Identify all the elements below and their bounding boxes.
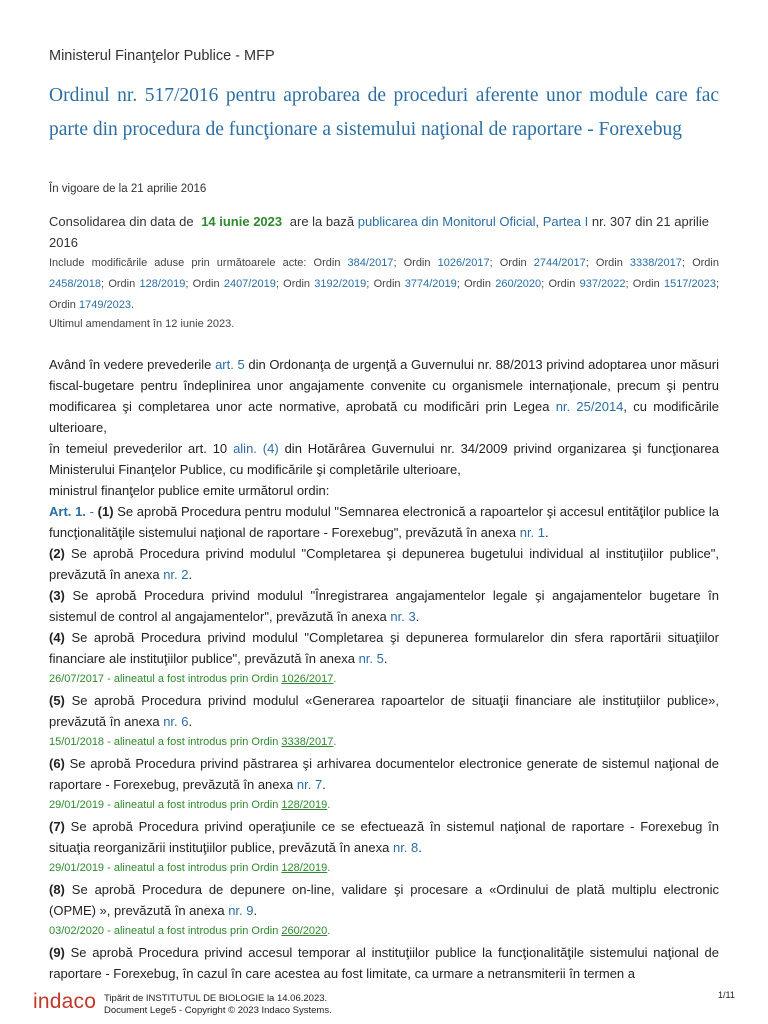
amending-act: Ordin 128/2019; xyxy=(104,278,189,290)
paragraph-number: (1) xyxy=(97,504,114,519)
paragraph-number: (9) xyxy=(49,945,65,960)
paragraph-number: (5) xyxy=(49,693,65,708)
article-1 xyxy=(49,501,719,984)
article-paragraph: (5) Se aprobă Procedura privind modulul «Generarea rapoartelor de situaţii financiare ale instituţiilor publice», prevăzută în anexa nr. 6. xyxy=(49,693,719,729)
amending-act-link[interactable]: 128/2019 xyxy=(139,278,186,290)
paragraph-number: (6) xyxy=(49,756,65,771)
article-label[interactable]: Art. 1. xyxy=(49,504,86,519)
paragraph-number: (7) xyxy=(49,819,65,834)
annex-link[interactable]: nr. 8 xyxy=(392,840,419,855)
amending-act-link[interactable]: 2744/2017 xyxy=(533,257,586,269)
amending-act: Ordin 937/2022; xyxy=(544,278,629,290)
amending-act: Ordin 2744/2017; xyxy=(492,257,589,269)
amending-act: Ordin 384/2017; xyxy=(313,257,397,269)
amending-act: Ordin 2458/2018; xyxy=(49,257,719,290)
article-paragraph: (7) Se aprobă Procedura privind operaţiunile ce se efectuează în sistemul naţional de raportare - Forexebug în situaţia reorganizării instituţiilor publice, prevăzută în anexa nr. 8. xyxy=(49,819,719,855)
annex-link[interactable]: nr. 5 xyxy=(358,651,384,666)
amending-act-link[interactable]: 260/2020 xyxy=(495,278,542,290)
document-body xyxy=(49,354,719,984)
paragraph-number: (3) xyxy=(49,588,65,603)
annex-link[interactable]: nr. 1 xyxy=(519,525,546,540)
article-paragraph: (6) Se aprobă Procedura privind păstrarea şi arhivarea documentelor electronice generate de sistemul naţional de raportare - Forexebug, prevăzută în anexa nr. 7. xyxy=(49,756,719,792)
legal-basis-paragraph: în temeiul prevederilor art. 10 alin. (4) din Hotărârea Guvernului nr. 34/2009 privind organizarea şi funcţionarea Ministerului Finanţelor Publice, cu modificările şi completările ulterioare, xyxy=(49,441,719,477)
paragraph-number: (8) xyxy=(49,882,65,897)
amending-act-link[interactable]: 2407/2019 xyxy=(223,278,276,290)
amending-act-link[interactable]: 3338/2017 xyxy=(629,257,682,269)
amendment-note: 29/01/2019 - alineatul a fost introdus prin Ordin 128/2019. xyxy=(49,862,331,874)
annex-link[interactable]: nr. 7 xyxy=(296,777,323,792)
law-25-2014-link[interactable]: nr. 25/2014 xyxy=(555,399,624,414)
article-paragraph: (9) Se aprobă Procedura privind accesul temporar al instituţiilor publice la funcţionalităţile sistemului naţional de raportare - Forexebug, în cazul în care acestea au fost limitate, ca urmare a netransmiterii în termen a xyxy=(49,945,719,981)
consolidation-info: Consolidarea din data de 14 iunie 2023 are la bază publicarea din Monitorul Oficial, Partea I nr. 307 din 21 aprilie 2016 xyxy=(49,214,709,250)
amendment-note: 03/02/2020 - alineatul a fost introdus prin Ordin 260/2020. xyxy=(49,925,331,937)
amending-act: Ordin 3192/2019; xyxy=(278,278,370,290)
annex-link[interactable]: nr. 9 xyxy=(228,903,254,918)
document-title: Ordinul nr. 517/2016 pentru aprobarea de proceduri aferente unor module care fac parte din procedura de funcţionare a sistemului naţional de raportare - Forexebug xyxy=(49,85,719,140)
amending-act: Ordin 3774/2019; xyxy=(369,278,460,290)
paragraph-number: (2) xyxy=(49,546,65,561)
paragraph-number: (4) xyxy=(49,630,65,645)
art-5-link[interactable]: art. 5 xyxy=(215,357,245,372)
amending-act: Ordin 1749/2023. xyxy=(49,299,135,311)
last-amendment: Ultimul amendament în 12 iunie 2023. xyxy=(49,318,235,330)
amending-act-link[interactable]: 3192/2019 xyxy=(314,278,367,290)
amendment-note: 29/01/2019 - alineatul a fost introdus prin Ordin 128/2019. xyxy=(49,799,331,811)
amendment-act-link[interactable]: 128/2019 xyxy=(281,799,328,811)
amending-act-link[interactable]: 1517/2023 xyxy=(663,278,716,290)
amending-act-link[interactable]: 384/2017 xyxy=(347,257,394,269)
amendment-act-link[interactable]: 3338/2017 xyxy=(281,736,334,748)
consolidation-date: 14 iunie 2023 xyxy=(201,214,283,229)
amending-act: Ordin 1517/2023; xyxy=(628,278,720,290)
page-footer xyxy=(0,986,768,1024)
preamble-paragraph: Având în vedere prevederile art. 5 din Ordonanţa de urgenţă a Guvernului nr. 88/2013 privind adoptarea unor măsuri fiscal-bugetare pentru îndeplinirea unor angajamente convenite cu organismele internaţionale, precum şi pentru modificarea şi completarea unor acte normative, aprobată cu modificări prin Legea nr. 25/2014, cu modificările ulterioare, xyxy=(49,357,719,435)
amending-act-link[interactable]: 3774/2019 xyxy=(404,278,457,290)
annex-link[interactable]: nr. 3 xyxy=(390,609,416,624)
amendment-act-link[interactable]: 260/2020 xyxy=(281,925,328,937)
amending-act: Ordin 1026/2017; xyxy=(396,257,493,269)
amending-act-link[interactable]: 2458/2018 xyxy=(49,278,101,290)
amending-act-link[interactable]: 1026/2017 xyxy=(437,257,490,269)
in-force-date: În vigoare de la 21 aprilie 2016 xyxy=(49,183,207,195)
issuing-statement: ministrul finanţelor publice emite următorul ordin: xyxy=(49,483,330,498)
alin-4-link[interactable]: alin. (4) xyxy=(233,441,279,456)
indaco-logo: indaco xyxy=(33,990,97,1013)
article-paragraph: (3) Se aprobă Procedura privind modulul "Înregistrarea angajamentelor legale şi angajamentelor bugetare în sistemul de control al angajamentelor", prevăzută în anexa nr. 3. xyxy=(49,588,719,624)
annex-link[interactable]: nr. 2 xyxy=(163,567,189,582)
amending-act: Ordin 260/2020; xyxy=(459,278,545,290)
amendment-note: 15/01/2018 - alineatul a fost introdus prin Ordin 3338/2017. xyxy=(49,736,337,748)
amendment-act-link[interactable]: 1026/2017 xyxy=(281,673,334,685)
article-paragraph: (8) Se aprobă Procedura de depunere on-line, validare şi procesare a «Ordinului de plată multiplu electronic (OPME) », prevăzută în anexa nr. 9. xyxy=(49,882,719,918)
issuer-name: Ministerul Finanţelor Publice - MFP xyxy=(49,48,275,64)
amending-act: Ordin 2407/2019; xyxy=(188,278,279,290)
print-info: Tipărit de INSTITUTUL DE BIOLOGIE la 14.06.2023. Document Lege5 - Copyright © 2023 Indaco Systems. xyxy=(104,993,332,1016)
article-paragraph: (4) Se aprobă Procedura privind modulul "Completarea şi depunerea formularelor din sfera raportării situaţiilor financiare ale instituţiilor publice", prevăzută în anexa nr. 5. xyxy=(49,630,719,666)
modifications-list: Include modificările aduse prin următoarele acte: Ordin 384/2017; Ordin 1026/2017; Ordin 2744/2017; Ordin 3338/2017; Ordin 2458/2018; Ordin 128/2019; Ordin 2407/2019; Ordin 3192/2019; Ordin 3774/2019; Ordin 260/2020; Ordin 937/2022; Ordin 1517/2023; Ordin 1749/2023. xyxy=(49,257,720,311)
amending-act-link[interactable]: 1749/2023 xyxy=(78,299,131,311)
article-paragraph: Art. 1. - (1) Se aprobă Procedura pentru modulul "Semnarea electronică a rapoartelor şi accesul entităţilor publice la funcţionalităţile sistemului naţional de raportare - Forexebug", prevăzută în anexa nr. 1. xyxy=(49,504,719,540)
monitor-oficial-link[interactable]: publicarea din Monitorul Oficial, Partea I xyxy=(357,214,589,229)
page-number: 1/11 xyxy=(718,990,735,1000)
article-paragraph: (2) Se aprobă Procedura privind modulul "Completarea şi depunerea bugetului individual al instituţiilor publice", prevăzută în anexa nr. 2. xyxy=(49,546,719,582)
annex-link[interactable]: nr. 6 xyxy=(163,714,189,729)
amendment-act-link[interactable]: 128/2019 xyxy=(281,862,328,874)
amendment-note: 26/07/2017 - alineatul a fost introdus prin Ordin 1026/2017. xyxy=(49,673,337,685)
amending-act-link[interactable]: 937/2022 xyxy=(579,278,626,290)
amending-act: Ordin 3338/2017; xyxy=(588,257,685,269)
